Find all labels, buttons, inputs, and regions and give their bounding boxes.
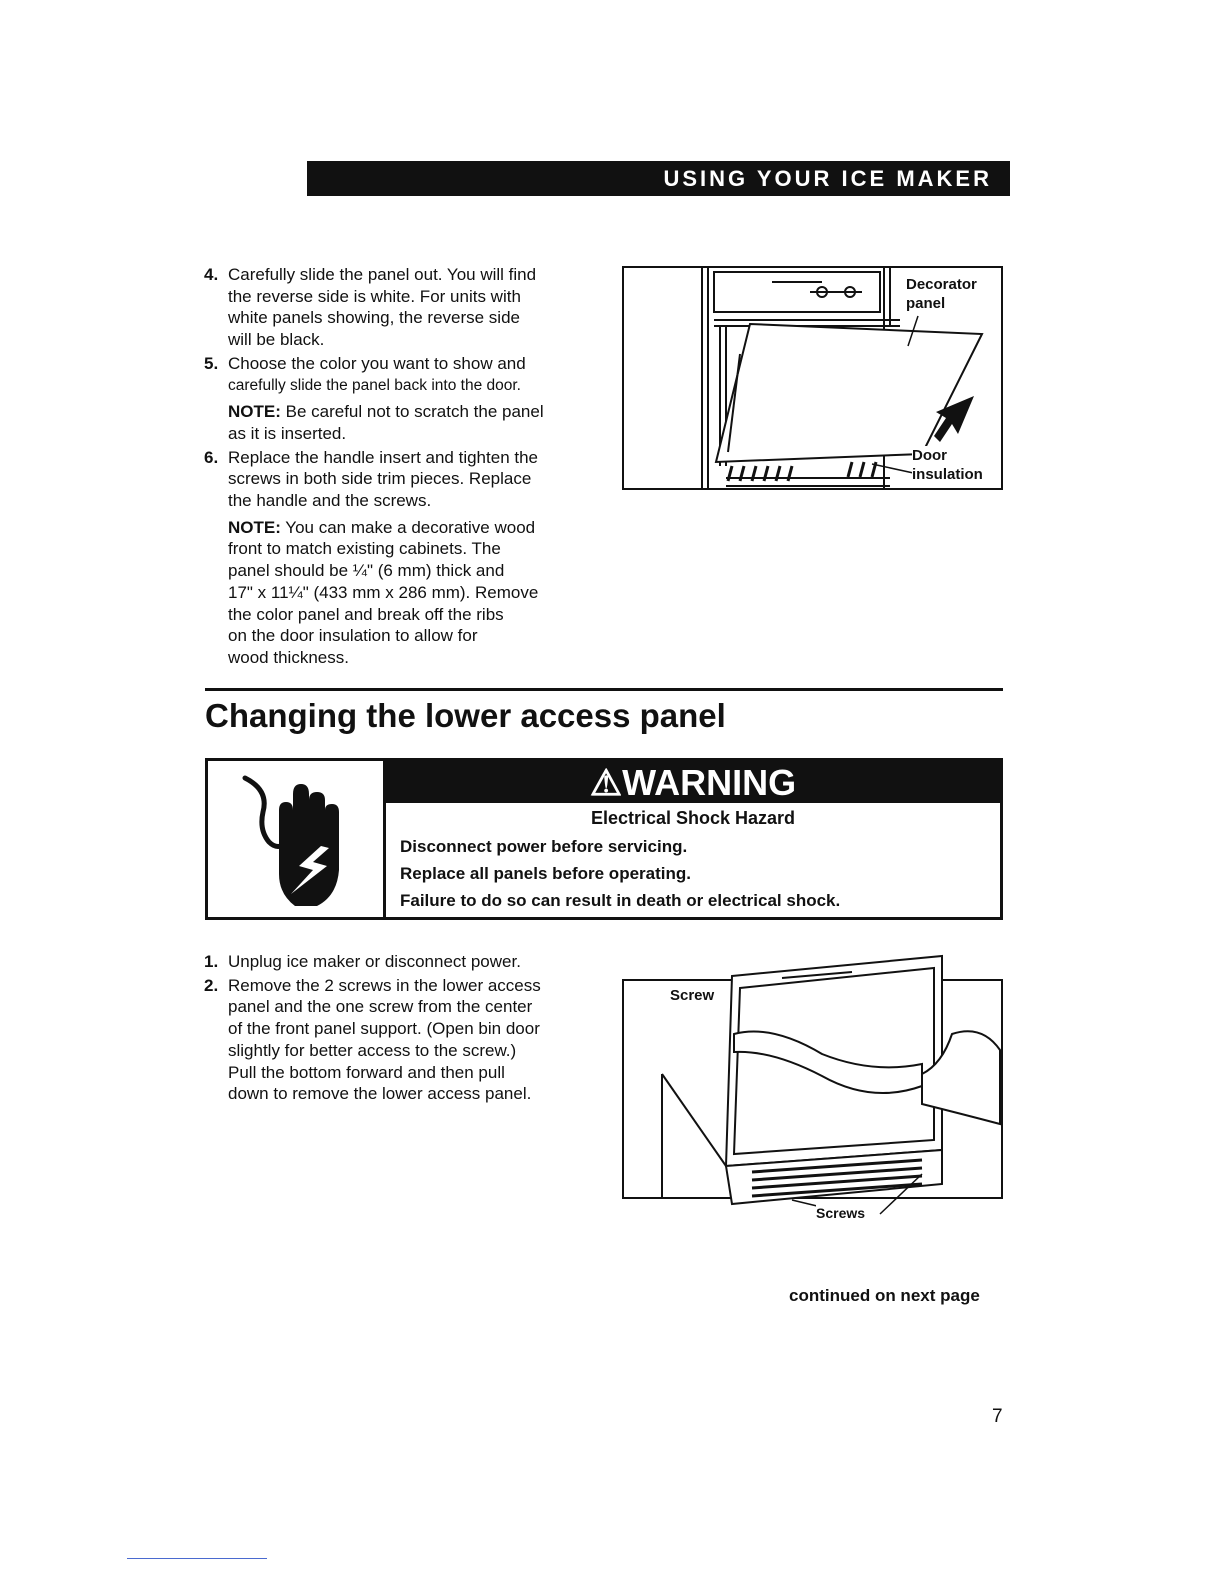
step-line: panel and the one screw from the center (228, 997, 533, 1017)
note-line: as it is inserted. (228, 423, 347, 443)
figure-label-decorator-panel (906, 275, 977, 313)
lower-access-panel-figure (622, 954, 1003, 1224)
label-line: Decorator (906, 276, 977, 293)
step-line: Choose the color you want to show and (228, 353, 526, 373)
note-line: 17" x 11¼" (433 mm x 286 mm). Remove (228, 582, 539, 602)
note-label: NOTE: (228, 402, 281, 422)
bottom-steps-list (204, 951, 599, 1107)
step-line: Remove the 2 screws in the lower access (228, 975, 541, 995)
step-1 (204, 951, 599, 973)
step-line: Replace the handle insert and tighten the (228, 447, 539, 467)
footer-link-rule (127, 1558, 267, 1559)
step-2 (204, 975, 599, 1105)
step-line: carefully slide the panel back into the door. (228, 376, 521, 394)
warning-banner-text: ⚠WARNING (589, 762, 797, 803)
step-line: down to remove the lower access panel. (228, 1084, 532, 1104)
step-text (228, 264, 594, 351)
label-line: panel (906, 295, 946, 312)
step-line: white panels showing, the reverse side (228, 308, 520, 328)
step-text (228, 353, 594, 445)
warning-banner (386, 761, 1000, 803)
step-line: the handle and the screws. (228, 491, 432, 511)
step-line: slightly for better access to the screw.) (228, 1040, 517, 1060)
step-line: Unplug ice maker or disconnect power. (228, 952, 521, 971)
header-title: USING YOUR ICE MAKER (663, 166, 992, 191)
figure-label-screws: Screws (816, 1205, 866, 1221)
warning-hazard-title: Electrical Shock Hazard (590, 808, 796, 828)
note-line: front to match existing cabinets. The (228, 539, 501, 559)
step-number: 5. (204, 353, 219, 373)
step-number: 4. (204, 265, 219, 284)
note-line: on the door insulation to allow for (228, 626, 478, 646)
shock-hazard-icon (225, 770, 365, 910)
continued-note: continued on next page (789, 1286, 980, 1305)
step-line: screws in both side trim pieces. Replace (228, 469, 532, 489)
label-line: Door (912, 447, 947, 464)
step-line: of the front panel support. (Open bin door (228, 1019, 540, 1039)
step-line: Pull the bottom forward and then pull (228, 1062, 505, 1082)
figure-label-door-insulation (912, 446, 983, 484)
label-line: insulation (912, 466, 983, 483)
section-divider (205, 688, 1003, 691)
warning-line-2: Replace all panels before operating. (400, 864, 691, 883)
step-note (228, 401, 594, 444)
step-line: the reverse side is white. For units with (228, 286, 521, 306)
note-line: the color panel and break off the ribs (228, 604, 504, 624)
step-line: will be black. (228, 330, 325, 350)
note-line: panel should be ¼" (6 mm) thick and (228, 561, 505, 581)
figure-label-screw: Screw (670, 987, 715, 1004)
section-title: Changing the lower access panel (205, 697, 726, 734)
step-text (228, 975, 599, 1105)
step-line: Carefully slide the panel out. You will find (228, 265, 537, 284)
warning-line-3: Failure to do so can result in death or electrical shock. (400, 891, 841, 910)
note-line: You can make a decorative wood (280, 517, 536, 537)
page-number: 7 (992, 1406, 1003, 1427)
step-note (228, 517, 594, 669)
top-steps-list (204, 264, 594, 671)
step-4 (204, 264, 594, 351)
step-number: 2. (204, 975, 219, 995)
note-line: Be careful not to scratch the panel (280, 402, 544, 422)
shock-hazard-graphic (225, 770, 365, 910)
step-6 (204, 447, 594, 669)
warning-line-1: Disconnect power before servicing. (400, 837, 688, 856)
decorator-panel-figure (622, 266, 1003, 490)
step-number: 6. (204, 447, 219, 467)
step-5 (204, 353, 594, 445)
note-label: NOTE: (228, 517, 281, 537)
step-number: 1. (204, 952, 219, 971)
step-text (228, 447, 594, 669)
section-header-bar (307, 161, 1010, 196)
note-line: wood thickness. (228, 647, 349, 667)
